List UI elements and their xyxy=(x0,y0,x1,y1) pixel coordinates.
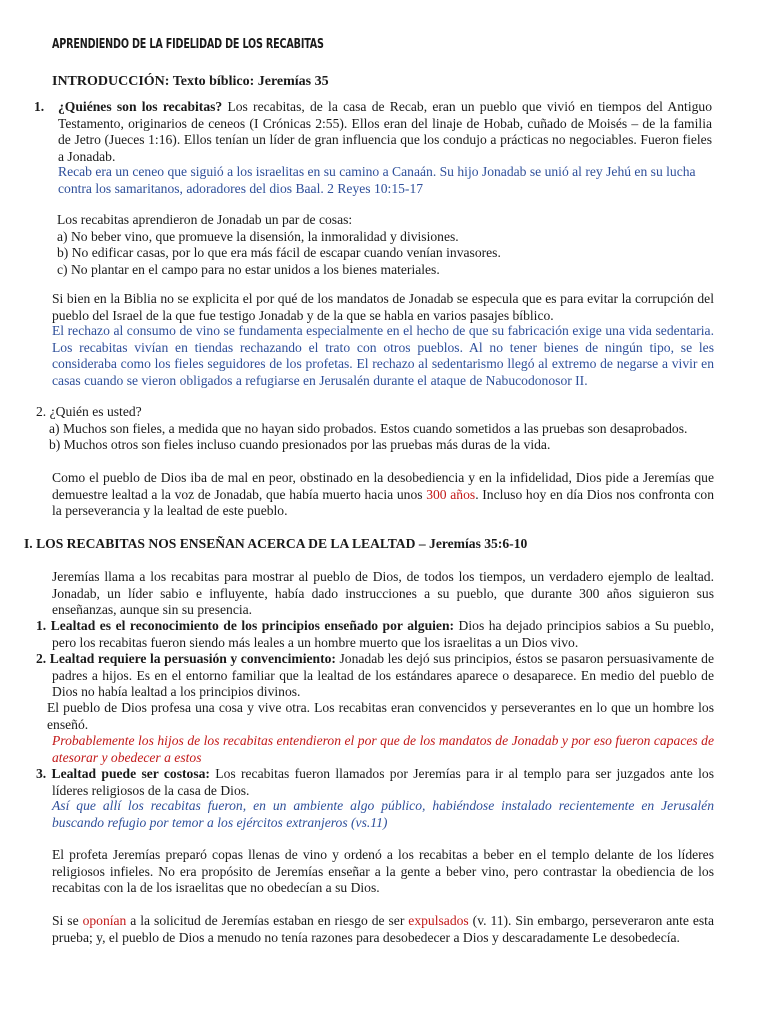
last-text-1: Si se xyxy=(52,913,83,928)
document-title: APRENDIENDO DE LA FIDELIDAD DE LOS RECABITAS xyxy=(52,37,324,52)
point-one xyxy=(36,618,714,651)
people-text-2: . Incluso hoy en día Dios nos confronta con la perseverancia y la lealtad de este pueblo. xyxy=(52,486,714,519)
section-one-paragraph: Jeremías llama a los recabitas para mostrar al pueblo de Dios, de todos los tiempos, un verdadero ejemplo de lealtad. Jonadab, un líder sabio e influyente, había dado instrucciones a su pueblo, que durante 300 años siguieron sus enseñanzas, aunque sin su presencia. xyxy=(52,569,714,618)
learn-item-a: a) No beber vino, que promueve la disensión, la inmoralidad y divisiones. xyxy=(57,228,459,244)
q1-number: 1. xyxy=(34,99,45,114)
people-text-1: Como el pueblo de Dios iba de mal en peor, obstinado en la desobediencia y en la infidelidad, Dios pide a Jeremías que demuestre lealtad a la voz de Jonadab, que había muerto hacia unos xyxy=(52,470,714,502)
last-text-3: (v. 11). Sin embargo, perseveraron ante esta prueba; y, el pueblo de Dios a menudo no tenía razones para desobedecer a Dios y descaradamente Le desobedecía. xyxy=(52,913,714,945)
learn-item-c: c) No plantar en el campo para no estar unidos a los bienes materiales. xyxy=(57,261,440,277)
q2-section xyxy=(36,404,716,454)
people-red-years: 300 años xyxy=(426,486,476,502)
people-paragraph xyxy=(52,470,714,520)
point-two-red-note: Probablemente los hijos de los recabitas entendieron el por que de los mandatos de Jonadab y por eso fueron capaces de atesorar y obedecer a estos xyxy=(52,733,714,765)
point-two-extra: El pueblo de Dios profesa una cosa y vive otra. Los recabitas eran convencidos y perseverantes en lo que un hombre los enseñó. xyxy=(47,700,714,732)
q2-item-a: a) Muchos son fieles, a medida que no hayan sido probados. Estos cuando sometidos a las pruebas son desaprobados. xyxy=(49,420,688,436)
section-one-heading: I. LOS RECABITAS NOS ENSEÑAN ACERCA DE LA LEALTAD – Jeremías 35:6-10 xyxy=(24,536,528,551)
q1-blue-note: Recab era un ceneo que siguió a los israelitas en su camino a Canaán. Su hijo Jonadab se unió al rey Jehú en su lucha contra los samaritanos, adoradores del dios Baal. 2 Reyes 10:15-17 xyxy=(58,164,696,196)
q2-item-b: b) Muchos otros son fieles incluso cuando presionados por las pruebas más duras de la vida. xyxy=(49,437,551,453)
q2-heading: 2. ¿Quién es usted? xyxy=(36,404,142,419)
learn-intro: Los recabitas aprendieron de Jonadab un par de cosas: xyxy=(57,212,353,227)
point-two xyxy=(36,651,714,701)
q1-question: ¿Quiénes son los recabitas? xyxy=(58,99,223,114)
point-one-text: Dios ha dejado principios sabios a Su pueblo, pero los recabitas fueron siendo más leales a un hombre muerto que los israelitas a un Dios vivo. xyxy=(52,618,715,650)
point-two-title: 2. Lealtad requiere la persuasión y convencimiento: xyxy=(36,651,336,666)
learn-list xyxy=(57,212,717,278)
bible-blue-note: El rechazo al consumo de vino se fundamenta especialmente en el hecho de que su fabricación exige una vida sedentaria. Los recabitas vivían en tiendas rechazando el trato con otros pueblos. Al no tener bienes de ningún tipo, se les consideraba como los fieles seguidores de los profetas. El rechazo al sedentarismo llegó al extremo de negarse a vivir en casas cuando se vieron obligados a refugiarse en Jerusalén durante el ataque de Nabucodonosor II. xyxy=(52,323,714,388)
last-text-2: a la solicitud de Jeremías estaban en riesgo de ser xyxy=(126,913,409,928)
learn-item-b: b) No edificar casas, por lo que era más fácil de escapar cuando venían invasores. xyxy=(57,245,501,261)
intro-heading: INTRODUCCIÓN: Texto bíblico: Jeremías 35 xyxy=(52,74,329,89)
point-two-text: Jonadab les dejó sus principios, éstos se pasaron persuasivamente de padres a hijos. Es en el entorno familiar que la lealtad de los estándares aparece o desaparece. En medio del pueblo de Dios no había lealtad a los principios divinos. xyxy=(52,651,714,700)
last-red-oponian: oponían xyxy=(82,913,127,928)
last-paragraph xyxy=(52,913,714,946)
bible-paragraph: Si bien en la Biblia no se explicita el por qué de los mandatos de Jonadab se especula que es para evitar la corrupción del pueblo del Israel de la que fue testigo Jonadab y de la que se habla en varios pasajes bíblico. xyxy=(52,291,714,323)
q1-paragraph xyxy=(58,99,712,165)
point-three-blue-note: Así que allí los recabitas fueron, en un ambiente algo público, habiéndose instalado recientemente en Jerusalén buscando refugio por temor a los ejércitos extranjeros (vs.11) xyxy=(52,798,714,830)
last-red-expulsados: expulsados xyxy=(408,913,469,928)
point-three-title: 3. Lealtad puede ser costosa: xyxy=(36,766,210,781)
point-three-text: Los recabitas fueron llamados por Jeremías para ir al templo para ser juzgados ante los líderes religiosos de la casa de Dios. xyxy=(52,766,714,798)
point-three xyxy=(36,766,714,799)
point-one-title: 1. Lealtad es el reconocimiento de los principios enseñado por alguien: xyxy=(36,618,455,633)
prophet-paragraph: El profeta Jeremías preparó copas llenas de vino y ordenó a los recabitas a beber en el templo delante de los líderes religiosos infieles. No era propósito de Jeremías enseñar a la gente a beber vino, pero contrastar la obediencia de los recabitas con la de los israelitas que no obedecían a su Dios. xyxy=(52,847,714,896)
q1-text: Los recabitas, de la casa de Recab, eran un pueblo que vivió en tiempos del Antiguo Testamento, originarios de ceneos (I Crónicas 2:55). Ellos eran del linaje de Hobab, cuñado de Moisés – de la familia de Jetro (Jueces 1:16). Ellos tenían un líder de gran influencia que los condujo a prácticas no negociables. Fueron fieles a Jonadab. xyxy=(58,99,712,164)
